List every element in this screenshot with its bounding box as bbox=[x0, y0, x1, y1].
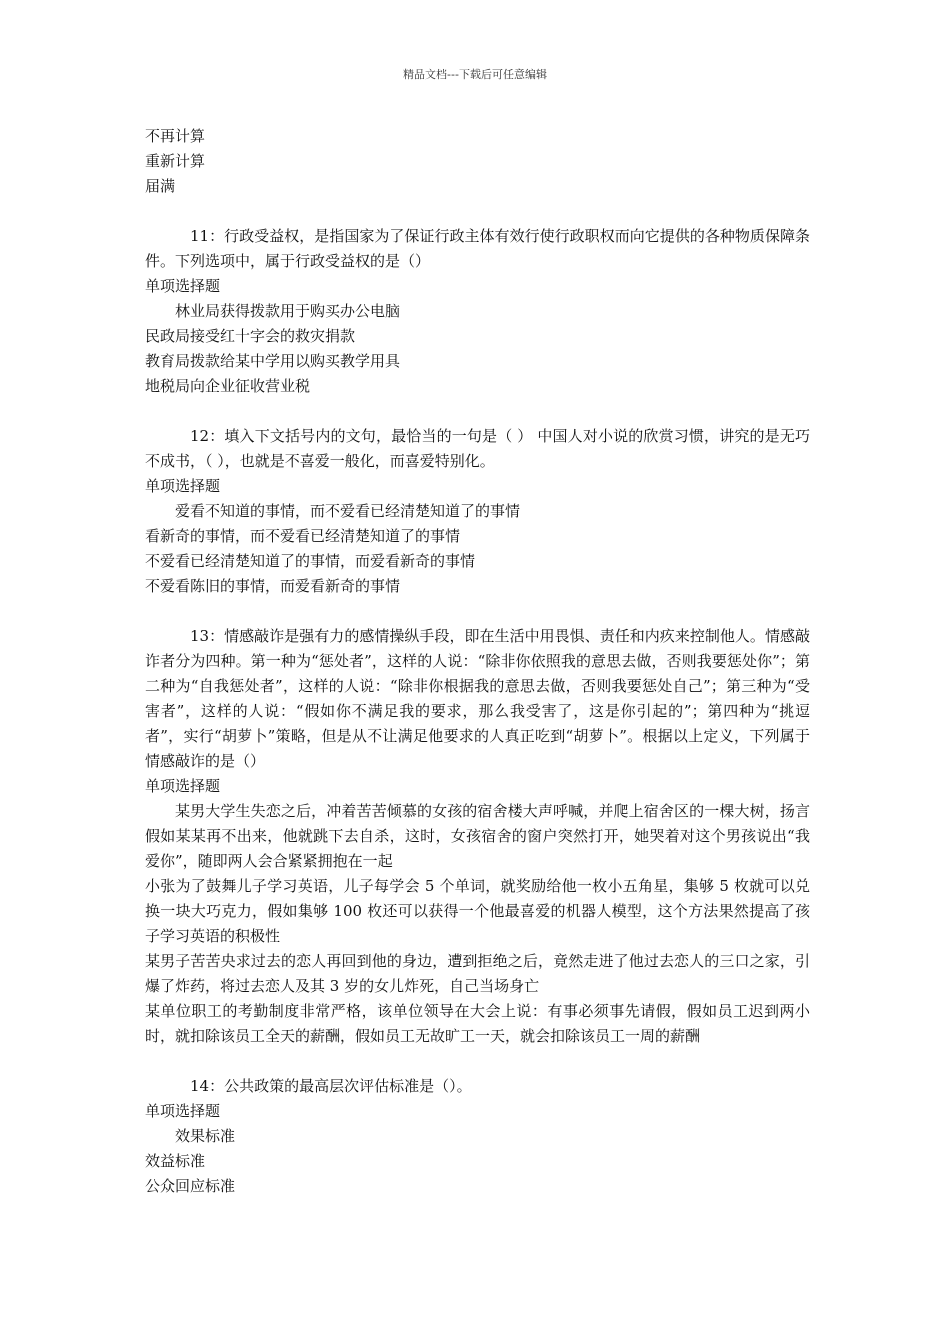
question-13 bbox=[145, 624, 810, 1049]
option: 效益标准 bbox=[145, 1152, 206, 1170]
option: 重新计算 bbox=[145, 152, 206, 170]
option: 看新奇的事情，而不爱看已经清楚知道了的事情 bbox=[145, 527, 461, 545]
option: 不爱看已经清楚知道了的事情，而爱看新奇的事情 bbox=[145, 552, 476, 570]
option: 效果标准 bbox=[175, 1127, 236, 1145]
option: 爱看不知道的事情，而不爱看已经清楚知道了的事情 bbox=[175, 502, 521, 520]
option: 地税局向企业征收营业税 bbox=[145, 377, 311, 395]
option: 教育局拨款给某中学用以购买教学用具 bbox=[145, 352, 401, 370]
question-type: 单项选择题 bbox=[145, 777, 221, 795]
question-11 bbox=[145, 224, 810, 399]
question-stem: 13：情感敲诈是强有力的感情操纵手段，即在生活中用畏惧、责任和内疚来控制他人。情感敲诈者分为四种。第一种为“惩处者”，这样的人说：“除非你依照我的意思去做，否则我要惩处你”；第二种为“自我惩处者”，这样的人说：“除非你根据我的意思去做，否则我要惩处自己”；第三种为“受害者”，这样的人说：“假如你不满足我的要求，那么我受害了，这是你引起的”；第四种为“挑逗者”，实行“胡萝卜”策略，但是从不让满足他要求的人真正吃到“胡萝卜”。根据以上定义，下列属于情感敲诈的是（） bbox=[145, 627, 810, 770]
prev-question-options bbox=[145, 124, 810, 199]
document-body bbox=[145, 124, 810, 1199]
question-stem: 12：填入下文括号内的文句，最恰当的一句是（ ） 中国人对小说的欣赏习惯，讲究的是无巧不成书，（ ），也就是不喜爱一般化，而喜爱特别化。 bbox=[145, 427, 810, 470]
question-type: 单项选择题 bbox=[145, 1102, 221, 1120]
option: 某男大学生失恋之后，冲着苦苦倾慕的女孩的宿舍楼大声呼喊，并爬上宿舍区的一棵大树，扬言假如某某再不出来，他就跳下去自杀，这时，女孩宿舍的窗户突然打开，她哭着对这个男孩说出“我爱你”，随即两人会合紧紧拥抱在一起 bbox=[145, 802, 810, 870]
option: 不再计算 bbox=[145, 127, 206, 145]
question-12 bbox=[145, 424, 810, 599]
question-type: 单项选择题 bbox=[145, 477, 221, 495]
option: 小张为了鼓舞儿子学习英语，儿子每学会 5 个单词，就奖励给他一枚小五角星，集够 5 枚就可以兑换一块大巧克力，假如集够 100 枚还可以获得一个他最喜爱的机器人模型，这个方法果然提高了孩子学习英语的积极性 bbox=[145, 877, 810, 945]
option: 林业局获得拨款用于购买办公电脑 bbox=[175, 302, 401, 320]
question-14 bbox=[145, 1074, 810, 1199]
question-stem: 14：公共政策的最高层次评估标准是（）。 bbox=[190, 1077, 472, 1095]
page-header: 精品文档---下载后可任意编辑 bbox=[403, 68, 547, 81]
option: 届满 bbox=[145, 177, 176, 195]
option: 某单位职工的考勤制度非常严格，该单位领导在大会上说：有事必须事先请假，假如员工迟到两小时，就扣除该员工全天的薪酬，假如员工无故旷工一天，就会扣除该员工一周的薪酬 bbox=[145, 1002, 810, 1045]
question-stem: 11：行政受益权，是指国家为了保证行政主体有效行使行政职权而向它提供的各种物质保障条件。下列选项中，属于行政受益权的是（） bbox=[145, 227, 810, 270]
question-type: 单项选择题 bbox=[145, 277, 221, 295]
option: 某男子苦苦央求过去的恋人再回到他的身边，遭到拒绝之后，竟然走进了他过去恋人的三口之家，引爆了炸药，将过去恋人及其 3 岁的女儿炸死，自己当场身亡 bbox=[145, 952, 810, 995]
option: 民政局接受红十字会的救灾捐款 bbox=[145, 327, 356, 345]
option: 不爱看陈旧的事情，而爱看新奇的事情 bbox=[145, 577, 401, 595]
option: 公众回应标准 bbox=[145, 1177, 236, 1195]
